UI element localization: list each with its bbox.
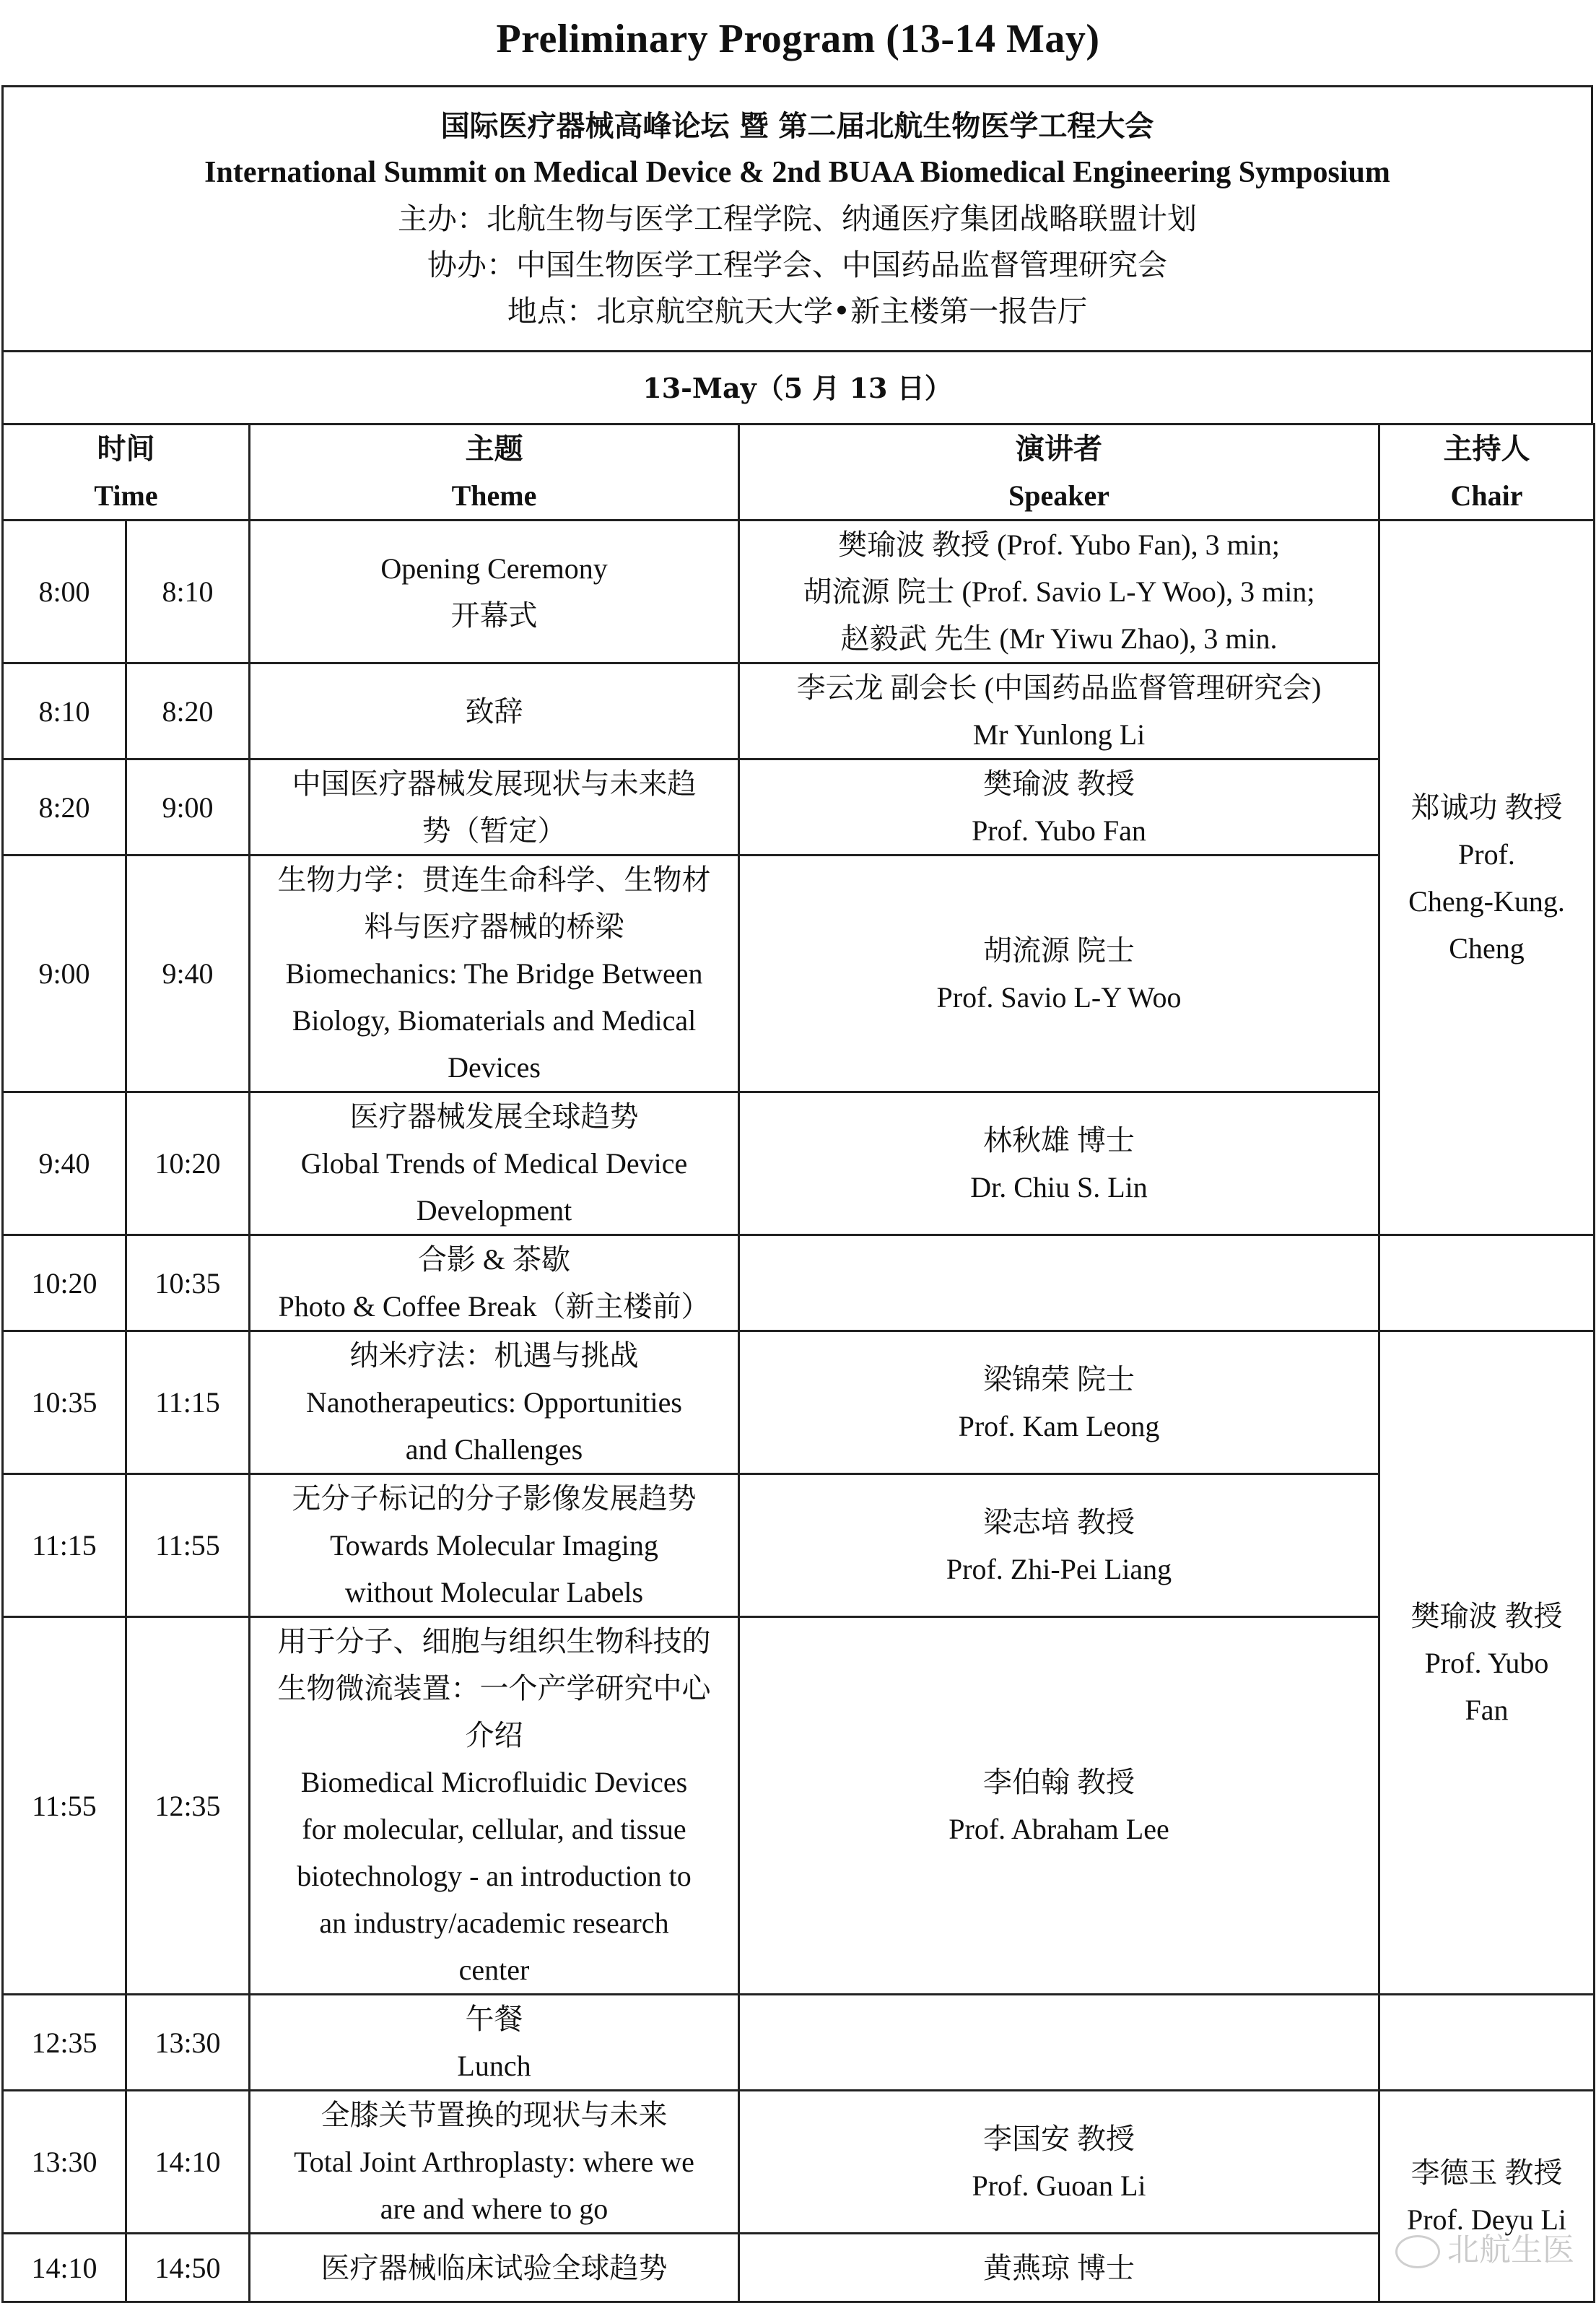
header-title-cn: 国际医疗器械高峰论坛 暨 第二届北航生物医学工程大会 <box>440 109 1154 143</box>
speaker-line: 黄燕琼 博士 <box>983 2251 1135 2284</box>
table-row <box>3 663 1595 759</box>
start-time: 12:35 <box>3 1995 126 2091</box>
day-heading: 13-May（5 月 13 日） <box>1 352 1593 425</box>
theme-line: 医疗器械发展全球趋势 <box>349 1100 639 1133</box>
theme-cell <box>250 856 739 1092</box>
theme-cell <box>250 2091 739 2234</box>
theme-line: and Challenges <box>405 1433 583 1466</box>
theme-line: 开幕式 <box>450 598 538 632</box>
theme-line: Nanotherapeutics: Opportunities <box>306 1386 682 1419</box>
theme-line: Biomedical Microfluidic Devices <box>300 1766 688 1798</box>
chair-cell <box>1379 2091 1595 2302</box>
start-time: 10:35 <box>3 1331 126 1474</box>
theme-cell <box>250 663 739 759</box>
end-time: 12:35 <box>126 1617 250 1995</box>
table-row <box>3 521 1595 663</box>
speaker-cell <box>739 663 1379 759</box>
speaker-line: 胡流源 院士 (Prof. Savio L-Y Woo), 3 min; <box>803 575 1315 608</box>
end-time: 11:55 <box>126 1474 250 1617</box>
theme-line: Biology, Biomaterials and Medical <box>292 1004 697 1037</box>
theme-cell <box>250 1092 739 1235</box>
speaker-line: Mr Yunlong Li <box>972 718 1146 751</box>
speaker-cell <box>739 1474 1379 1617</box>
watermark: 北航生医 <box>1395 2224 1574 2270</box>
theme-cell <box>250 1995 739 2091</box>
theme-line: 势（暂定） <box>422 814 567 847</box>
end-time: 13:30 <box>126 1995 250 2091</box>
chair-cell <box>1379 521 1595 1235</box>
page-title: Preliminary Program (13-14 May) <box>496 17 1100 61</box>
theme-line: Total Joint Arthroplasty: where we <box>294 2146 694 2178</box>
theme-line: 纳米疗法：机遇与挑战 <box>349 1339 639 1372</box>
theme-line: for molecular, cellular, and tissue <box>302 1813 686 1845</box>
start-time: 11:55 <box>3 1617 126 1995</box>
chair-line: Cheng <box>1449 931 1525 965</box>
speaker-cell <box>739 2234 1379 2302</box>
theme-line: Global Trends of Medical Device <box>300 1147 688 1180</box>
chair-line: Cheng-Kung. <box>1408 884 1565 918</box>
speaker-line: Prof. Savio L-Y Woo <box>936 980 1182 1014</box>
theme-line: 用于分子、细胞与组织生物科技的 <box>277 1625 711 1658</box>
end-time: 14:50 <box>126 2234 250 2302</box>
start-time: 9:40 <box>3 1092 126 1235</box>
speaker-line: 梁锦荣 院士 <box>983 1362 1135 1396</box>
table-row <box>3 1474 1595 1617</box>
chair-line: Prof. Yubo <box>1424 1646 1549 1679</box>
theme-line: Towards Molecular Imaging <box>330 1529 658 1562</box>
speaker-cell <box>739 856 1379 1092</box>
speaker-line: 樊瑜波 教授 <box>983 767 1135 800</box>
table-row <box>3 1617 1595 1995</box>
speaker-line: 胡流源 院士 <box>983 933 1135 967</box>
start-time: 14:10 <box>3 2234 126 2302</box>
speaker-line: 樊瑜波 教授 (Prof. Yubo Fan), 3 min; <box>838 528 1280 561</box>
header-organizer: 主办：北航生物与医学工程学院、纳通医疗集团战略联盟计划 <box>398 201 1197 236</box>
end-time: 10:20 <box>126 1092 250 1235</box>
speaker-cell <box>739 521 1379 663</box>
program-table <box>1 423 1595 2303</box>
theme-cell <box>250 1331 739 1474</box>
end-time: 11:15 <box>126 1331 250 1474</box>
table-row <box>3 856 1595 1092</box>
speaker-cell <box>739 2091 1379 2234</box>
chair-line: Fan <box>1465 1693 1509 1726</box>
speaker-line: Prof. Zhi-Pei Liang <box>946 1552 1172 1585</box>
start-time: 13:30 <box>3 2091 126 2234</box>
end-time: 8:20 <box>126 663 250 759</box>
start-time: 10:20 <box>3 1235 126 1331</box>
theme-line: 中国医疗器械发展现状与未来趋 <box>292 767 697 800</box>
col-header-time: 时间 Time <box>3 425 250 521</box>
theme-line: Biomechanics: The Bridge Between <box>285 957 703 990</box>
chair-cell <box>1379 1995 1595 2091</box>
theme-line: Lunch <box>457 2050 531 2082</box>
start-time: 11:15 <box>3 1474 126 1617</box>
speaker-cell <box>739 759 1379 856</box>
table-row <box>3 2091 1595 2234</box>
theme-cell <box>250 1617 739 1995</box>
chair-line: Prof. Deyu Li <box>1406 2203 1567 2236</box>
col-header-speaker: 演讲者 Speaker <box>739 425 1379 521</box>
speaker-line: Prof. Guoan Li <box>972 2169 1146 2202</box>
theme-line: without Molecular Labels <box>344 1576 644 1608</box>
theme-line: 生物力学：贯连生命科学、生物材 <box>277 863 711 896</box>
wechat-icon <box>1395 2235 1440 2268</box>
table-row <box>3 1235 1595 1331</box>
program-header <box>1 85 1593 352</box>
theme-line: Devices <box>448 1051 541 1084</box>
end-time: 8:10 <box>126 521 250 663</box>
speaker-cell <box>739 1331 1379 1474</box>
theme-cell <box>250 2234 739 2302</box>
chair-line: 樊瑜波 教授 <box>1410 1599 1563 1632</box>
start-time: 8:00 <box>3 521 126 663</box>
theme-line: an industry/academic research <box>319 1907 669 1939</box>
speaker-line: 李云龙 副会长 (中国药品监督管理研究会) <box>796 671 1322 704</box>
theme-line: Opening Ceremony <box>380 552 608 585</box>
table-row <box>3 1331 1595 1474</box>
speaker-line: 李国安 教授 <box>983 2122 1135 2155</box>
table-row <box>3 1995 1595 2091</box>
theme-cell <box>250 521 739 663</box>
end-time: 10:35 <box>126 1235 250 1331</box>
speaker-cell <box>739 1235 1379 1331</box>
theme-line: 合影 & 茶歇 <box>417 1243 571 1276</box>
speaker-line: 林秋雄 博士 <box>983 1123 1135 1157</box>
theme-cell <box>250 1235 739 1331</box>
speaker-line: 李伯翰 教授 <box>983 1766 1135 1798</box>
speaker-cell <box>739 1995 1379 2091</box>
theme-line: are and where to go <box>380 2193 609 2225</box>
header-title-en: International Summit on Medical Device & 2nd BUAA Biomedical Engineering Symposium <box>204 156 1390 189</box>
chair-line: 郑诚功 教授 <box>1410 791 1563 824</box>
speaker-line: Prof. Abraham Lee <box>949 1813 1169 1845</box>
start-time: 9:00 <box>3 856 126 1092</box>
theme-cell <box>250 1474 739 1617</box>
col-header-theme: 主题 Theme <box>250 425 739 521</box>
theme-line: 介绍 <box>465 1719 523 1751</box>
speaker-line: Prof. Kam Leong <box>958 1409 1160 1442</box>
header-co-organizer: 协办：中国生物医学工程学会、中国药品监督管理研究会 <box>427 248 1167 282</box>
header-venue: 地点：北京航空航天大学•新主楼第一报告厅 <box>507 294 1088 328</box>
col-header-chair: 主持人 Chair <box>1379 425 1595 521</box>
start-time: 8:20 <box>3 759 126 856</box>
table-header-row <box>3 425 1595 521</box>
theme-line: 致辞 <box>465 695 523 728</box>
table-row <box>3 1092 1595 1235</box>
speaker-line: Dr. Chiu S. Lin <box>970 1170 1148 1203</box>
end-time: 14:10 <box>126 2091 250 2234</box>
speaker-line: Prof. Yubo Fan <box>972 814 1146 847</box>
speaker-line: 赵毅武 先生 (Mr Yiwu Zhao), 3 min. <box>840 622 1278 655</box>
theme-line: 医疗器械临床试验全球趋势 <box>320 2251 668 2284</box>
end-time: 9:40 <box>126 856 250 1092</box>
speaker-line: 梁志培 教授 <box>983 1505 1135 1538</box>
chair-cell <box>1379 1331 1595 1995</box>
theme-line: 无分子标记的分子影像发展趋势 <box>292 1482 697 1515</box>
speaker-cell <box>739 1617 1379 1995</box>
theme-line: 生物微流装置：一个产学研究中心 <box>277 1672 711 1705</box>
end-time: 9:00 <box>126 759 250 856</box>
chair-line: 李德玉 教授 <box>1410 2156 1563 2189</box>
theme-line: 全膝关节置换的现状与未来 <box>320 2099 668 2131</box>
theme-line: Photo & Coffee Break（新主楼前） <box>278 1290 710 1323</box>
table-row <box>3 759 1595 856</box>
table-row <box>3 2234 1595 2302</box>
theme-line: 午餐 <box>465 2003 523 2035</box>
theme-line: Development <box>416 1194 572 1227</box>
theme-line: biotechnology - an introduction to <box>297 1860 692 1892</box>
theme-line: center <box>458 1954 530 1986</box>
theme-cell <box>250 759 739 856</box>
speaker-cell <box>739 1092 1379 1235</box>
chair-line: Prof. <box>1458 837 1515 871</box>
theme-line: 料与医疗器械的桥梁 <box>364 910 624 943</box>
start-time: 8:10 <box>3 663 126 759</box>
chair-cell <box>1379 1235 1595 1331</box>
